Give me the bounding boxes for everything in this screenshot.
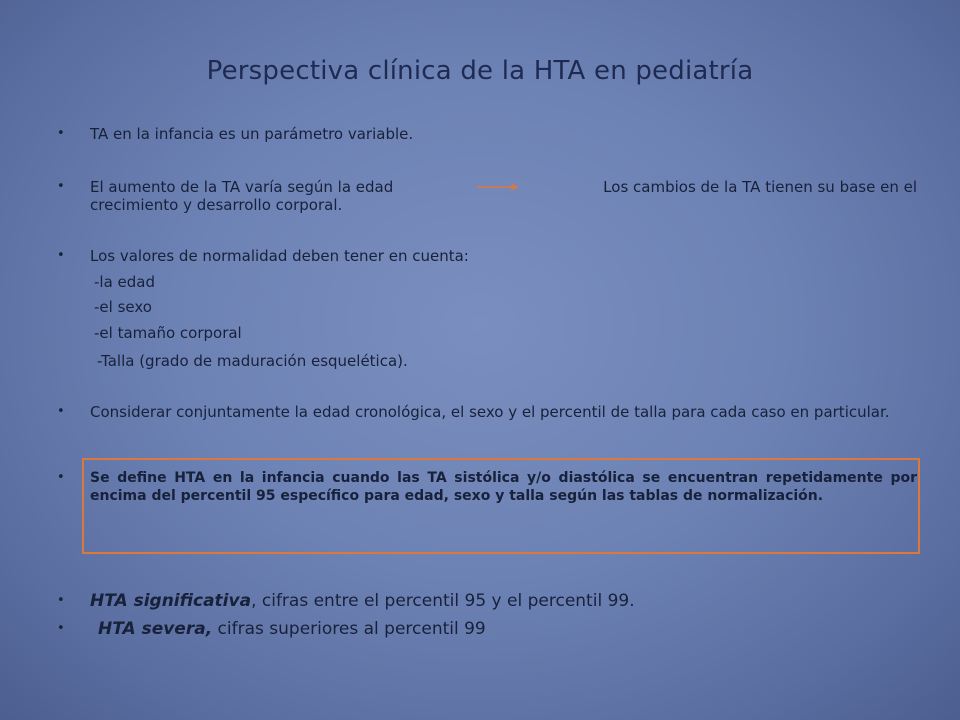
sub-item: -la edad [94,273,156,291]
sub-item: -Talla (grado de maduración esquelética). [97,352,408,370]
bullet-text: crecimiento y desarrollo corporal. [90,196,343,214]
arrow-right-icon [476,182,520,192]
bullet-icon: • [57,470,65,485]
hta-severa-label: HTA severa, [98,619,213,639]
bullet-icon: • [57,593,65,608]
bullet-text: , cifras entre el percentil 95 y el percentil 99. [251,591,635,611]
slide-title: Perspectiva clínica de la HTA en pediatría [206,56,754,86]
bullet-text: Los valores de normalidad deben tener en cuenta: [90,247,469,265]
bullet-text: cifras superiores al percentil 99 [212,619,486,639]
bullet-text: Considerar conjuntamente la edad cronológica, el sexo y el percentil de talla para cada caso en particular. [90,403,890,421]
bullet-text: El aumento de la TA varía según la edad [90,178,394,196]
bullet-text-definition: Se define HTA en la infancia cuando las TA sistólica y/o diastólica se encuentran repetidamente por encima del percentil 95 específico para edad, sexo y talla según las tablas de normalización. [90,470,917,504]
hta-significativa-label: HTA significativa [90,591,252,611]
bullet-text: TA en la infancia es un parámetro variable. [90,125,414,143]
bullet-icon: • [57,621,65,636]
bullet-icon: • [57,126,65,141]
sub-item: -el tamaño corporal [94,324,242,342]
bullet-icon: • [57,179,65,194]
sub-item: -el sexo [94,298,152,316]
bullet-text: Los cambios de la TA tienen su base en el [603,178,917,196]
bullet-icon: • [57,248,65,263]
bullet-icon: • [57,404,65,419]
